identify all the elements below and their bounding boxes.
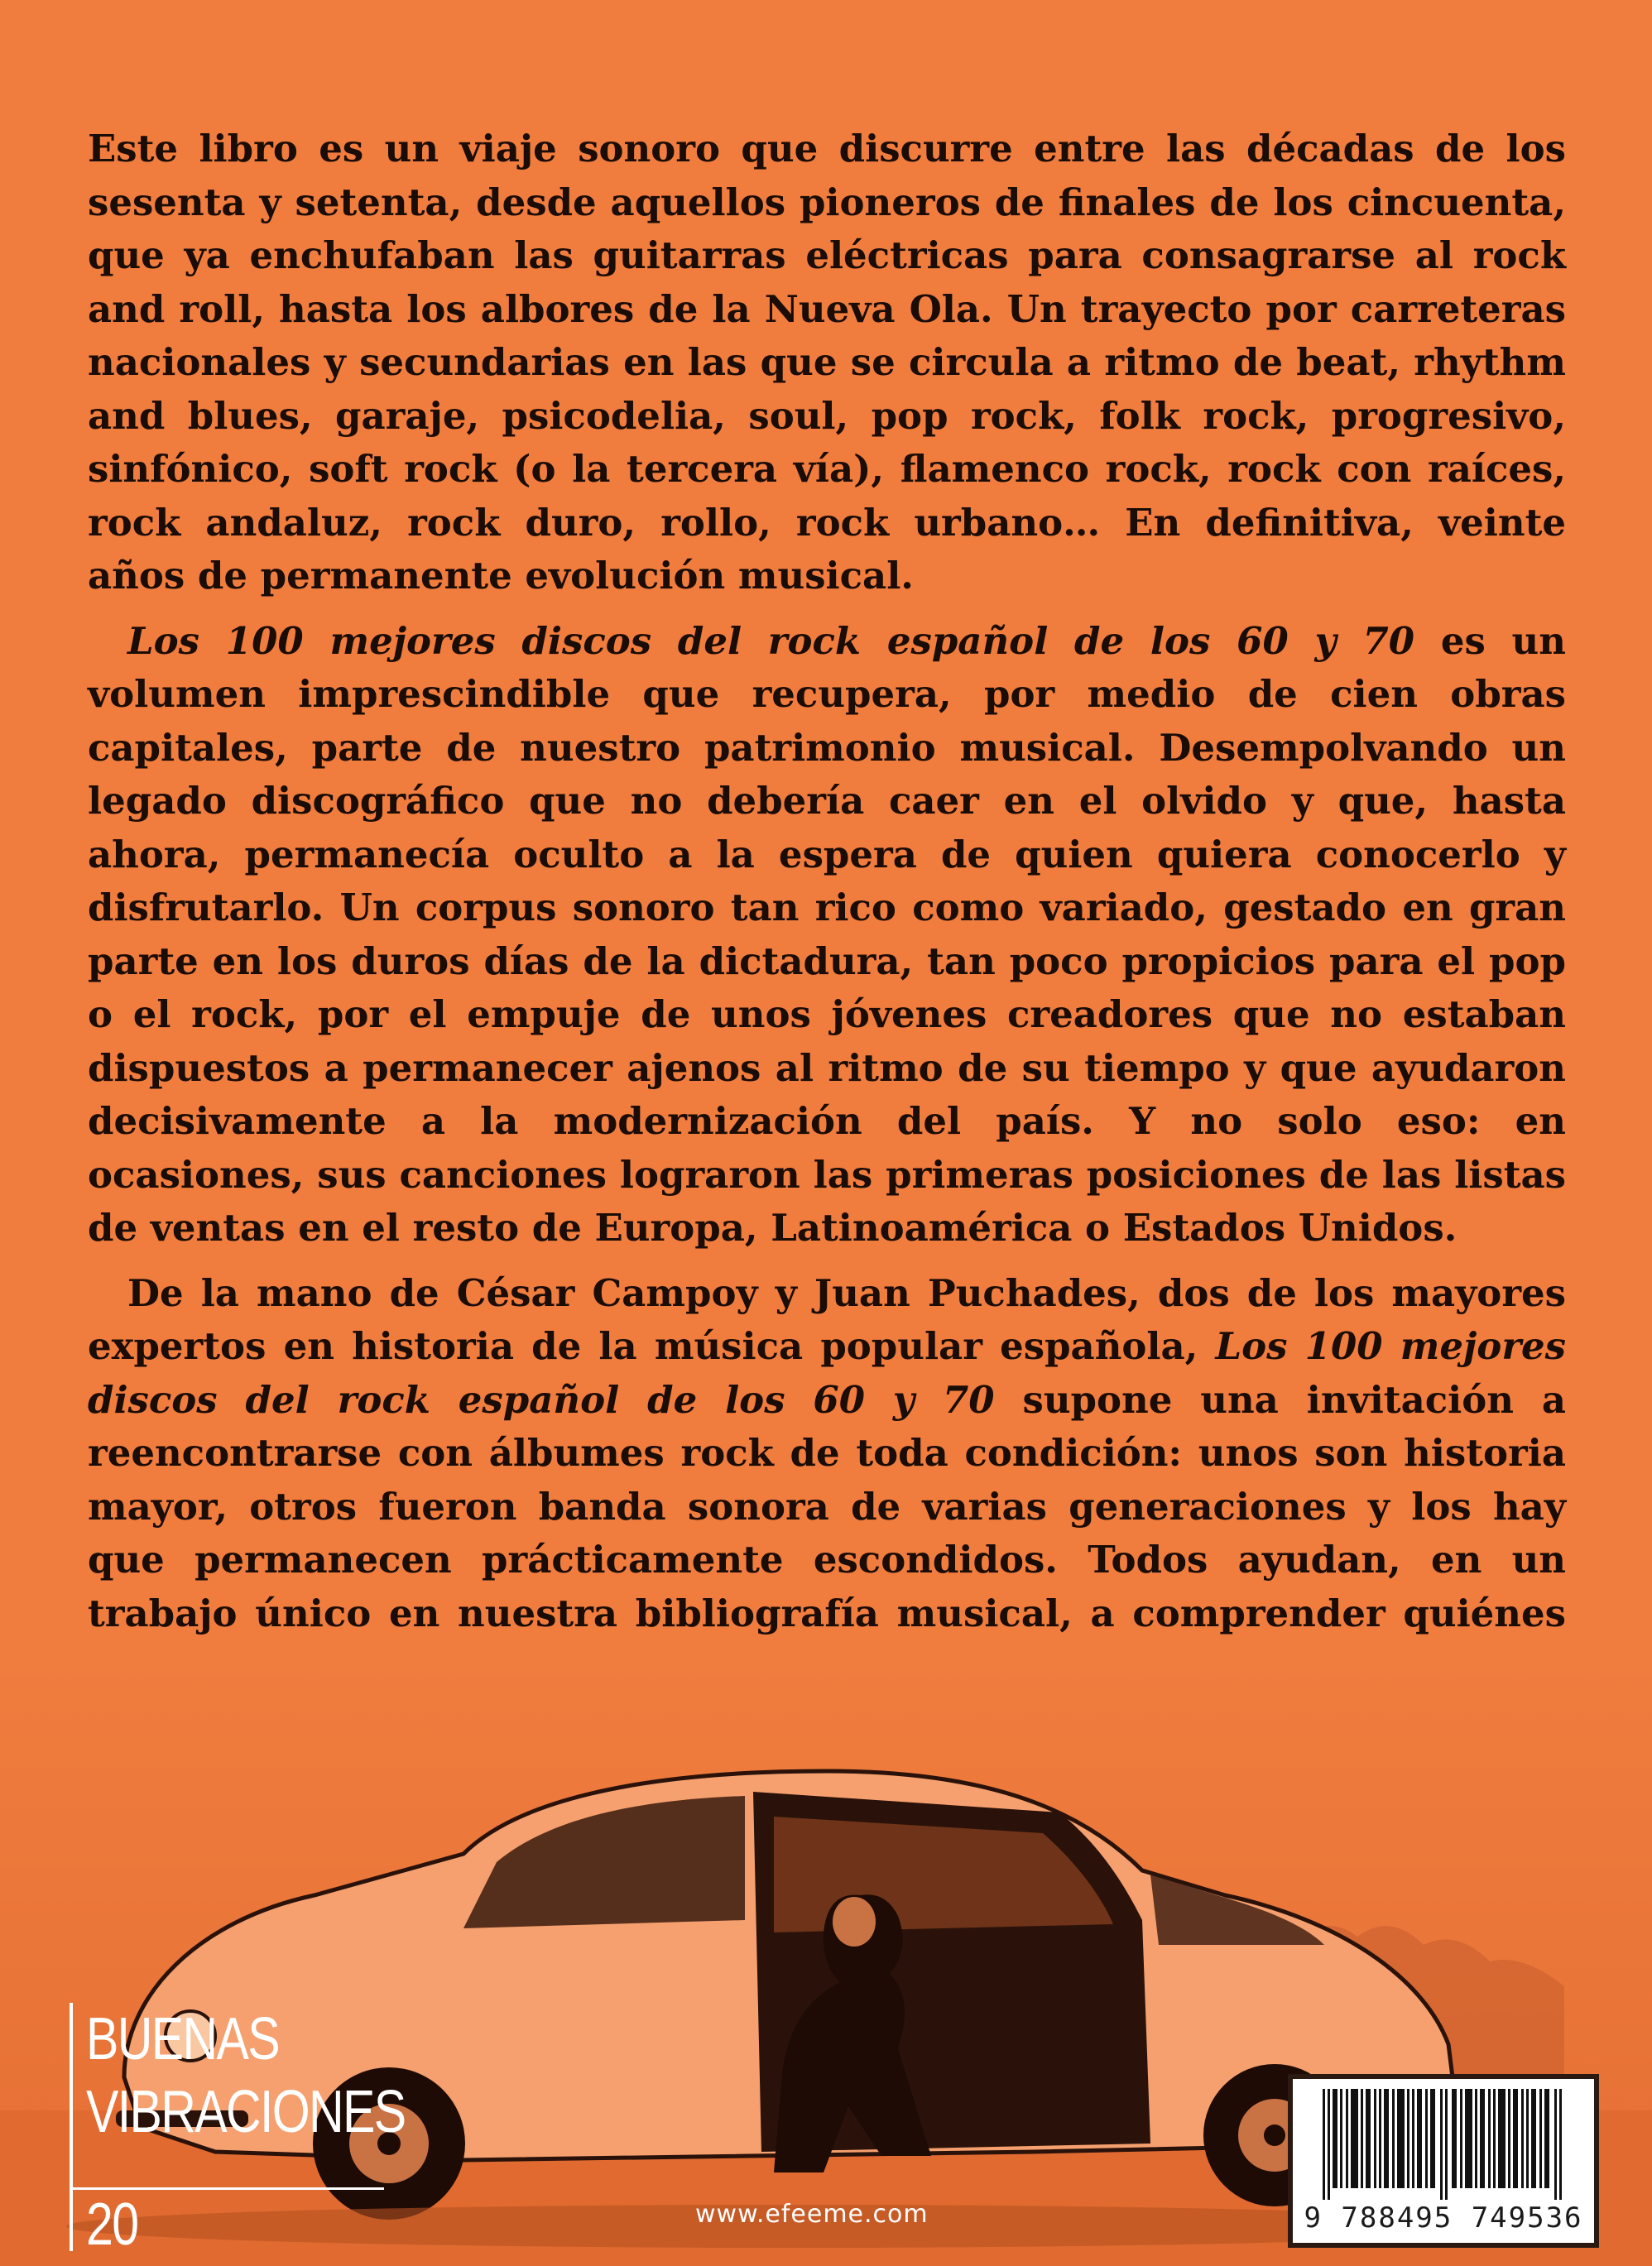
series-name-line-1: BUENAS	[86, 2006, 279, 2072]
publisher-website: www.efeeme.com	[695, 2200, 929, 2229]
barcode-bars	[1323, 2089, 1564, 2200]
isbn-barcode	[1288, 2074, 1599, 2248]
synopsis-paragraph-3	[88, 1267, 1566, 1694]
synopsis	[88, 122, 1566, 1694]
series-number: 20	[86, 2192, 138, 2258]
isbn-number: 9 788495 749536	[1304, 2201, 1583, 2235]
series-vertical-rule	[70, 2003, 73, 2251]
book-title-italic: Los 100 mejores discos del rock español de los 60 y 70	[127, 618, 1415, 663]
series-horizontal-rule	[70, 2187, 384, 2190]
paragraph-3-lead: De la mano de César Campoy y Juan Puchades, dos de los mayores expertos en historia de la música popular española,	[88, 1270, 1566, 1368]
series-name-line-2: VIBRACIONES	[86, 2079, 406, 2145]
paragraph-3-text: supone una invitación a reencontrarse con álbumes rock de toda condición: unos son historia mayor, otros fueron banda sonora de varias generaciones y los hay que permanecen prácticamente escondidos. Todos ayudan, en un trabajo único en nuestra bibliografía musical, a comprender quiénes	[88, 1377, 1566, 1635]
synopsis-paragraph-2	[88, 615, 1566, 1255]
synopsis-paragraph-1: Este libro es un viaje sonoro que discurre entre las décadas de los sesenta y setenta, desde aquellos pioneros de finales de los cincuenta, que ya enchufaban las guitarras eléctricas para consagrarse al rock and roll, hasta los albores de la Nueva Ola. Un trayecto por carreteras nacionales y secundarias en las que se circula a ritmo de beat, rhythm and blues, garaje, psicodelia, soul, pop rock, folk rock, progresivo, sinfónico, soft rock (o la tercera vía), flamenco rock, rock con raíces, rock andaluz, rock duro, rollo, rock urbano… En definitiva, veinte años de permanente evolución musical.	[88, 127, 1566, 598]
paragraph-2-text: es un volumen imprescindible que recupera, por medio de cien obras capitales, parte de nuestro patrimonio musical. Desempolvando un legado discográfico que no debería caer en el olvido y que, hasta ahora, permanecía oculto a la espera de quien quiera conocerlo y disfrutarlo. Un corpus sonoro tan rico como variado, gestado en gran parte en los duros días de la dictadura, tan poco propicios para el pop o el rock, por el empuje de unos jóvenes creadores que no estaban dispuestos a permanecer ajenos al ritmo de su tiempo y que ayudaron decisivamente a la modernización del país. Y no solo eso: en ocasiones, sus canciones lograron las primeras posiciones de las listas de ventas en el resto de Europa, Latinoamérica o Estados Unidos.	[88, 618, 1566, 1250]
book-title-italic: Los 100 mejores discos del rock español de los 60 y 70	[88, 1324, 1566, 1422]
